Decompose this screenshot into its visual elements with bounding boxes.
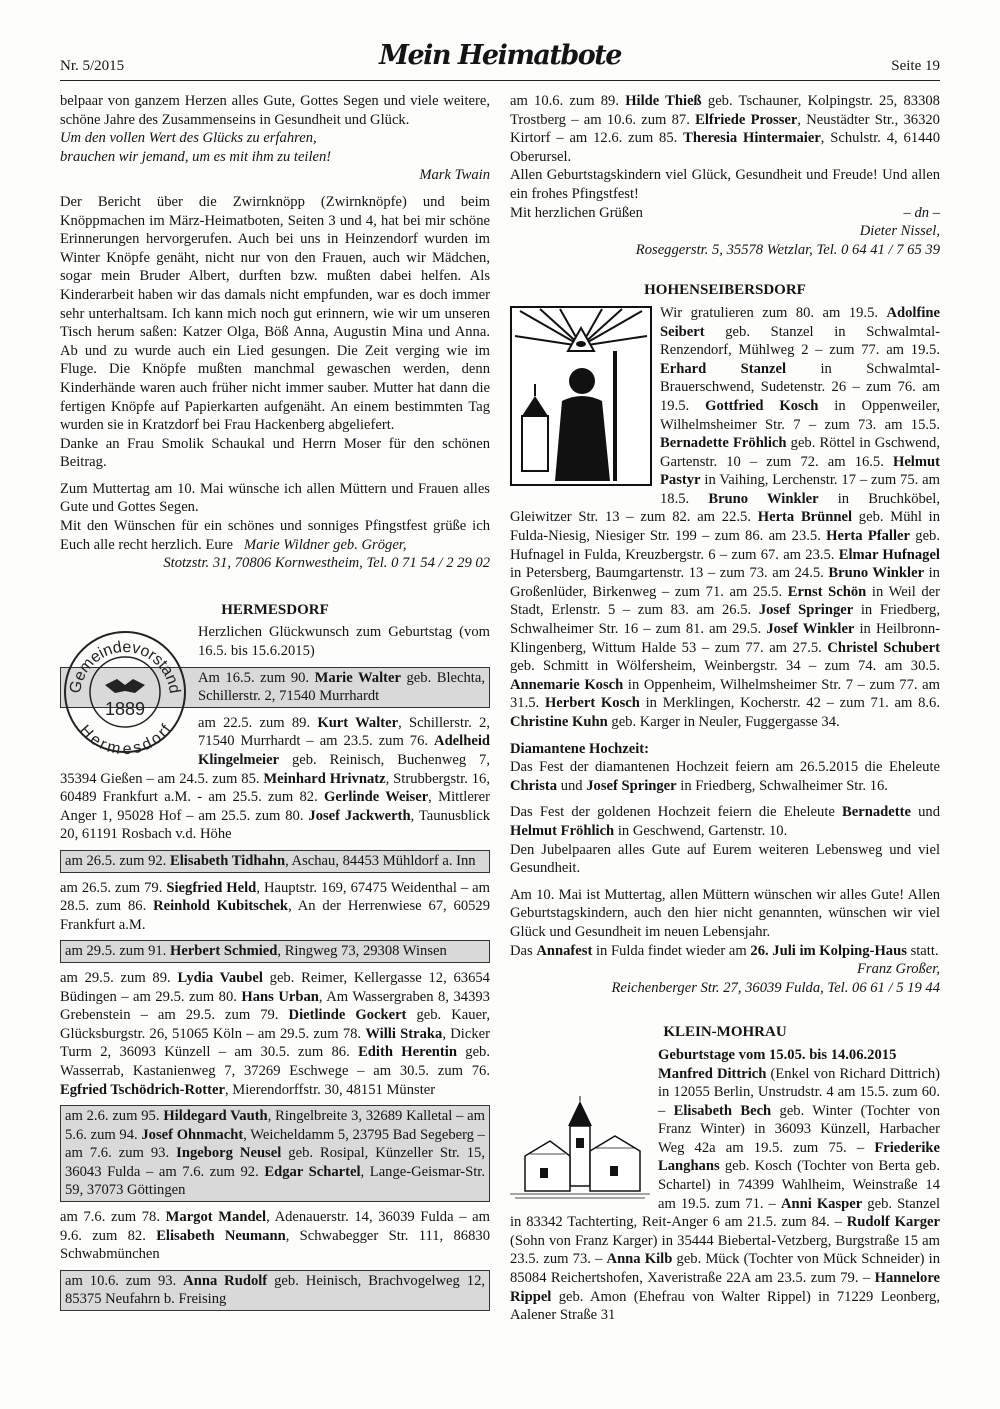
highlight-box-4: am 2.6. zum 95. Hildegard Vauth, Ringelbreite 3, 32689 Kalletal – am 5.6. zum 94. Josef Ohnmacht, Weicheldamm 5, 23795 Bad Segeberg – am 7.6. zum 93. Ingeborg Neusel geb. Rosipal, Künzeller Str. 15, 36043 Fulda – am 7.6. zum 92. Edgar Schartel, Lange-Geismar-Str. 59, 37073 Göttingen: [60, 1105, 490, 1202]
hermesdorf-list-4: am 7.6. zum 78. Margot Mandel, Adenauerstr. 14, 36039 Fulda – am 9.6. zum 82. Elisabeth Neumann, Schwabegger Str. 111, 86830 Schwabmünchen: [60, 1209, 490, 1263]
report-text: Der Bericht über die Zwirnknöpp (Zwirnknöpfe) und beim Knöppmachen im März-Heimatboten, Seiten 3 und 4, hat bei mir schöne Erinnerungen hervorgerufen. Auch bei uns in Heinzendorf wurden im Winter Knöpfe genäht, nicht nur von den Frauen, auch wir Mädchen, sogar mein Bruder Albert, durften bzw. mußten dabei helfen. Als Kinderarbeit haben wir das damals nicht empfunden, war es doch immer sehr unterhaltsam. Ich kann mich noch gut erinnern, wie wir um unseren Tisch herum saßen: Katzer Olga, Böß Anna, Augustin Mina und Anna. Ab und zu wurde auch ein Lied gesungen. Die Zeit verging wie im Fluge. Die Knöpfe mußten manchmal gewaschen werden, denn Kinderhände waren auch früher nicht immer sauber. Mutter hat dann die fertigen Knöpfe auf Papierkarten aufgenäht. An einem bestimmten Tag wurden sie in Kratzdorf bei Frau Hackenberg abgeliefert.: [60, 193, 490, 434]
signature-name: Marie Wildner geb. Gröger,: [243, 536, 407, 553]
left-column: [60, 92, 490, 1317]
intro-text: belpaar von ganzem Herzen alles Gute, Gottes Segen und viele weitere, schöne Jahre des Zusammenseins in Gesundheit und Glück.: [60, 93, 490, 128]
signature-nissel-name: Dieter Nissel,: [859, 223, 940, 240]
page-header: [60, 40, 940, 78]
klein-mohrau-subtitle: Geburtstage vom 15.05. bis 14.06.2015: [658, 1046, 897, 1063]
annafest-text: Das Annafest in Fulda findet wieder am 26. Juli im Kolping-Haus statt.: [510, 942, 939, 959]
section-title-hermesdorf: HERMESDORF: [221, 601, 329, 618]
mothers-day-wish: Am 10. Mai ist Muttertag, allen Müttern wünschen wir alles Gute! Allen Geburtstagskindern, auch den hier nicht genannten, wünschen wir viel Glück und Gesundheit im neuen Lebensjahr.: [510, 886, 940, 940]
wishes-text: Mit den Wünschen für ein schönes und sonniges Pfingstfest grüße ich Euch alle recht herzlich. Eure Marie Wildner geb. Gröger,: [60, 518, 490, 553]
golden-wedding-text: Das Fest der goldenen Hochzeit feiern die Eheleute Bernadette und Helmut Fröhlich in Geschwend, Gartenstr. 10.: [510, 804, 940, 839]
golden-wedding-wish: Den Jubelpaaren alles Gute auf Eurem weiteren Lebensweg und viel Gesundheit.: [510, 841, 940, 877]
stamp-year: 1889: [104, 699, 146, 720]
birthday-wish: Allen Geburtstagskindern viel Glück, Gesundheit und Freude! Und allen ein frohes Pfingstfest!: [510, 167, 940, 202]
hermesdorf-list-3: am 29.5. zum 89. Lydia Vaubel geb. Reimer, Kellergasse 12, 63654 Büdingen – am 29.5. zum 80. Hans Urban, Am Wassergraben 8, 34393 Grebenstein – am 29.5. zum 79. Dietlinde Gockert geb. Kauer, Glücksburgstr. 26, 51065 Köln – am 29.5. zum 78. Willi Straka, Dicker Turm 2, 36093 Künzell – am 30.5. zum 86. Edith Herentin geb. Wasserrab, Kastanienweg 7, 37269 Eschwege – am 30.5. zum 76. Egfried Tschödrich-Rotter, Mierendorffstr. 30, 48151 Münster: [60, 969, 491, 1098]
diamond-heading: Diamantene Hochzeit:: [510, 740, 650, 757]
signature-address: Stotzstr. 31, 70806 Kornwestheim, Tel. 0 71 54 / 2 29 02: [163, 555, 490, 572]
hermesdorf-list-2: am 26.5. zum 79. Siegfried Held, Hauptstr. 169, 67475 Weidenthal – am 28.5. zum 86. Reinhold Kubitschek, An der Herrenwiese 67, 60529 Frankfurt a.M.: [60, 879, 491, 933]
stamp-bottom-text: Hermesdorf: [75, 722, 175, 758]
quote-line-1: Um den vollen Wert des Glücks zu erfahren,: [60, 130, 317, 147]
highlight-box-2: am 26.5. zum 92. Elisabeth Tidhahn, Aschau, 84453 Mühldorf a. Inn: [60, 850, 490, 873]
woodcut-saint-illustration: [510, 306, 652, 492]
diamond-text: Das Fest der diamantenen Hochzeit feiern am 26.5.2015 die Eheleute Christa und Josef Springer in Friedberg, Schwalheimer Str. 16.: [510, 759, 940, 794]
mothers-day-text: Zum Muttertag am 10. Mai wünsche ich allen Müttern und Frauen alles Gute und Gottes Segen.: [60, 480, 490, 516]
handshake-icon: [105, 679, 145, 693]
stamp-top-text: Gemeindevorstand: [66, 639, 183, 696]
thanks-text: Danke an Frau Smolik Schaukal und Herrn Moser für den schönen Beitrag.: [60, 435, 490, 471]
highlight-box-1: Am 16.5. zum 90. Marie Walter geb. Blechta, Schillerstr. 2, 71540 Murrhardt: [60, 667, 490, 708]
signature-grosser-name: Franz Großer,: [857, 961, 940, 978]
issue-number: Nr. 5/2015: [60, 58, 125, 74]
highlight-box-3: am 29.5. zum 91. Herbert Schmied, Ringweg 73, 29308 Winsen: [60, 940, 490, 963]
right-column: [510, 92, 940, 1325]
stamp-gemeindevorstand: [60, 627, 190, 763]
greeting-line: Mit herzlichen Grüßen – dn –: [510, 204, 940, 221]
masthead-title: Mein Heimatbote: [379, 40, 621, 71]
quote-author: Mark Twain: [419, 167, 490, 184]
hohenseibersdorf-list: Wir gratulieren zum 80. am 19.5. Adolfine Seibert geb. Stanzel in Schwalmtal-Renzendorf, Mühlweg 2 – zum 77. am 19.5. Erhard Stanzel in Schwalmtal-Brauerschwend, Sudetenstr. 26 – zum 76. am 19.5. Gottfried Kosch in Oppenweiler, Wilhelmsheimer Str. 7 – zum 73. am 15.5. Bernadette Fröhlich geb. Röttel in Gschwend, Gartenstr. 10 – zum 72. am 16.5. Helmut Pastyr in Vaihing, Lerchenstr. 17 – zum 75. am 18.5. Bruno Winkler in Bruchköbel, Gleiwitzer Str. 13 – zum 82. am 22.5. Herta Brünnel geb. Mühl in Fulda-Niesig, Niesiger Str. 199 – zum 86. am 23.5. Herta Pfaller geb. Hufnagel in Fulda, Kreuzbergstr. 6 – zum 67. am 23.5. Elmar Hufnagel in Petersberg, Baumgartenstr. 13 – zum 73. am 24.5. Bruno Winkler in Großenlüder, Birkenweg – zum 71. am 25.5. Ernst Schön in Weil der Stadt, Erlenstr. 5 – zum 83. am 26.5. Josef Springer in Friedberg, Schwalheimer Str. 16 – zum 81. am 29.5. Josef Winkler in Heilbronn-Klingenberg, Wittum Halde 53 – zum 77. am 27.5. Christel Schubert geb. Schmitt in Wölfersheim, Weinbergstr. 34 – zum 74. am 30.5. Annemarie Kosch in Oppenheim, Wilhelmsheimer Str. 7 – zum 77. am 31.5. Herbert Kosch in Merklingen, Kocherstr. 42 – zum 71. am 8.6. Christine Kuhn geb. Karger in Neuler, Fuggergasse 34.: [510, 304, 941, 730]
hermesdorf-greeting: Herzlichen Glückwunsch zum Geburtstag (vom 16.5. bis 15.6.2015): [198, 624, 490, 660]
signature-nissel-address: Roseggerstr. 5, 35578 Wetzlar, Tel. 0 64 41 / 7 65 39: [635, 241, 940, 258]
klein-mohrau-list: Manfred Dittrich (Enkel von Richard Dittrich) in 12055 Berlin, Unstrudstr. 4 am 15.5. zum 60. – Elisabeth Bech geb. Winter (Tochter von Franz Winter) in 36093 Künzell, Harbacher Weg 42a am 19.5. zum 75. – Friederike Langhans geb. Kosch (Tochter von Berta geb. Schartel) in 74399 Wahlheim, Weinstraße 14 am 19.5. zum 71. – Anni Kasper geb. Stanzel in 83342 Tachterting, Reit-Anger 6 am 21.5. zum 84. – Rudolf Karger (Sohn von Franz Karger) in 35444 Biebertal-Vetzberg, Burgstraße 15 am 23.5. zum 73. – Anna Kilb geb. Mück (Tochter von Mück Schneider) in 85084 Reichertshofen, Xaveristraße 22A am 23.5. zum 79. – Hannelore Rippel geb. Amon (Ehefrau von Walter Rippel) in 71229 Leonberg, Aalener Straße 31: [510, 1065, 941, 1324]
header-rule: [60, 80, 940, 81]
highlight-box-5: am 10.6. zum 93. Anna Rudolf geb. Heinisch, Brachvogelweg 12, 85375 Neufahrn b. Freising: [60, 1270, 490, 1311]
section-title-hohenseibersdorf: HOHENSEIBERSDORF: [644, 282, 806, 299]
village-church-illustration: [510, 1096, 650, 1207]
signature-grosser-address: Reichenberger Str. 27, 36039 Fulda, Tel. 06 61 / 5 19 44: [611, 979, 940, 996]
section-title-klein-mohrau: KLEIN-MOHRAU: [663, 1024, 787, 1041]
hermesdorf-list-1: am 22.5. zum 89. Kurt Walter, Schillerstr. 2, 71540 Murrhardt – am 23.5. zum 76. Adelheid Klingelmeier geb. Reinisch, Buchenweg 7, 35394 Gießen – am 24.5. zum 85. Meinhard Hrivnatz, Strubbergstr. 16, 60489 Frankfurt a.M. - am 25.5. zum 82. Gerlinde Weiser, Mittlerer Anger 1, 95028 Hof – am 25.5. zum 80. Josef Jackwerth, Taunusblick 20, 61191 Rosbach v.d. Höhe: [60, 714, 490, 843]
page-number: Seite 19: [891, 58, 940, 74]
quote-line-2: brauchen wir jemand, um es mit ihm zu teilen!: [60, 148, 332, 165]
continued-list: am 10.6. zum 89. Hilde Thieß geb. Tschauner, Kolpingstr. 25, 83308 Trostberg – am 10.6. zum 87. Elfriede Prosser, Neustädter Str., 36320 Kirtorf – am 12.6. zum 85. Theresia Hintermaier, Schulstr. 4, 61440 Oberursel.: [510, 93, 941, 165]
